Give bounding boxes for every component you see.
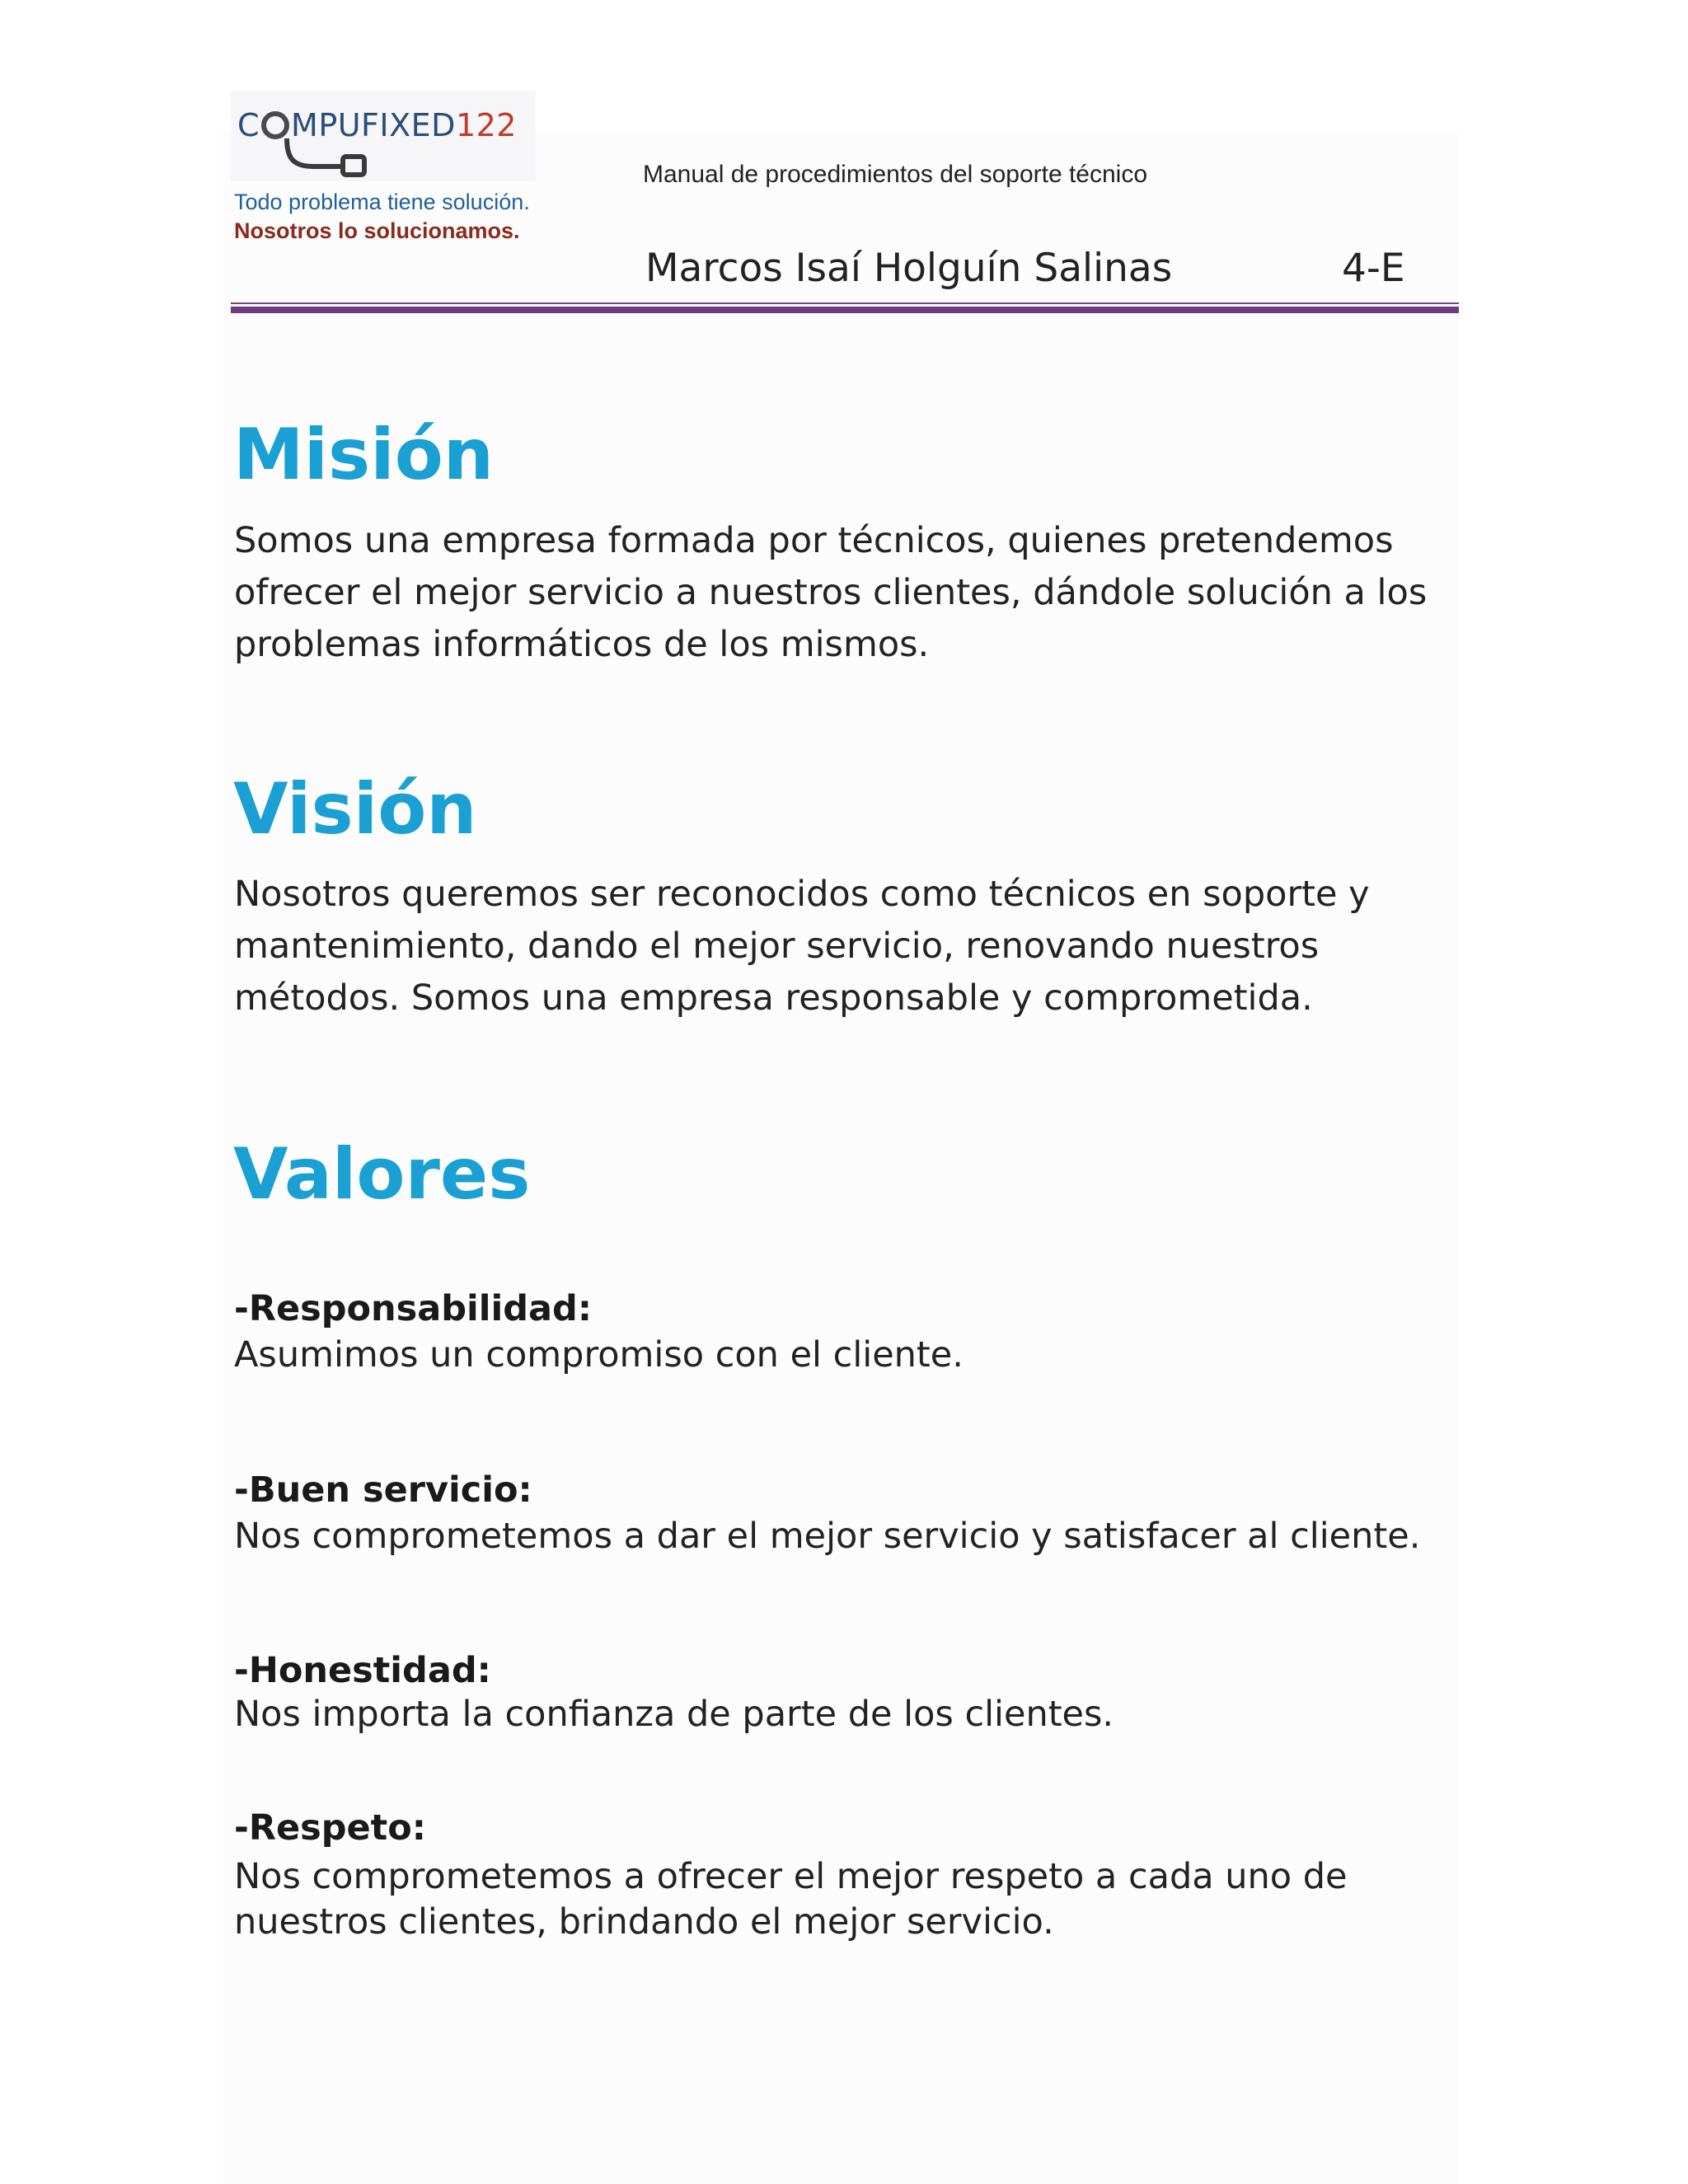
document-title: Manual de procedimientos del soporte técnico — [643, 161, 1148, 188]
logo-prefix: C — [237, 107, 260, 143]
vision-line: métodos. Somos una empresa responsable y comprometida. — [234, 977, 1313, 1019]
value-line: Nos comprometemos a dar el mejor servicio y satisfacer al cliente. — [234, 1516, 1421, 1557]
vision-heading: Visión — [233, 768, 477, 851]
value-title-honestidad: -Honestidad: — [234, 1650, 491, 1691]
company-logo — [231, 91, 536, 181]
value-description-buen-servicio — [234, 1514, 1420, 1559]
value-description-honestidad — [234, 1692, 1114, 1737]
mision-line: Somos una empresa formada por técnicos, quienes pretendemos — [234, 520, 1394, 561]
mision-line: problemas informáticos de los mismos. — [234, 624, 930, 665]
value-description-responsabilidad — [234, 1333, 964, 1378]
logo-suffix: MPUFIXED — [291, 107, 456, 143]
author-name: Marcos Isaí Holguín Salinas — [645, 246, 1173, 291]
stethoscope-cable-icon — [280, 138, 371, 180]
value-title-respeto: -Respeto: — [234, 1807, 426, 1849]
stethoscope-ring-icon — [261, 111, 289, 139]
value-line: nuestros clientes, brindando el mejor servicio. — [234, 1901, 1054, 1943]
value-title-buen-servicio: -Buen servicio: — [234, 1469, 532, 1511]
mision-paragraph — [234, 515, 1427, 671]
vision-line: mantenimiento, dando el mejor servicio, renovando nuestros — [234, 926, 1320, 967]
logo-tagline-secondary: Nosotros lo solucionamos. — [234, 218, 520, 243]
mision-line: ofrecer el mejor servicio a nuestros clientes, dándole solución a los — [234, 572, 1428, 613]
vision-paragraph — [234, 869, 1370, 1024]
logo-number: 122 — [455, 107, 517, 143]
mision-heading: Misión — [233, 414, 495, 496]
vision-line: Nosotros queremos ser reconocidos como técnicos en soporte y — [234, 874, 1370, 915]
header-rule-thick — [231, 307, 1459, 313]
valores-heading: Valores — [233, 1133, 531, 1216]
value-line: Nos comprometemos a ofrecer el mejor respeto a cada uno de — [234, 1856, 1348, 1897]
group-label: 4-E — [1342, 246, 1405, 291]
value-title-responsabilidad: -Responsabilidad: — [234, 1288, 593, 1329]
logo-tagline-primary: Todo problema tiene solución. — [234, 190, 530, 214]
value-line: Nos importa la confianza de parte de los clientes. — [234, 1694, 1114, 1735]
value-description-respeto — [234, 1854, 1348, 1945]
header-rule-thin — [231, 302, 1459, 304]
value-line: Asumimos un compromiso con el cliente. — [234, 1334, 964, 1376]
logo-wordmark — [237, 107, 517, 143]
